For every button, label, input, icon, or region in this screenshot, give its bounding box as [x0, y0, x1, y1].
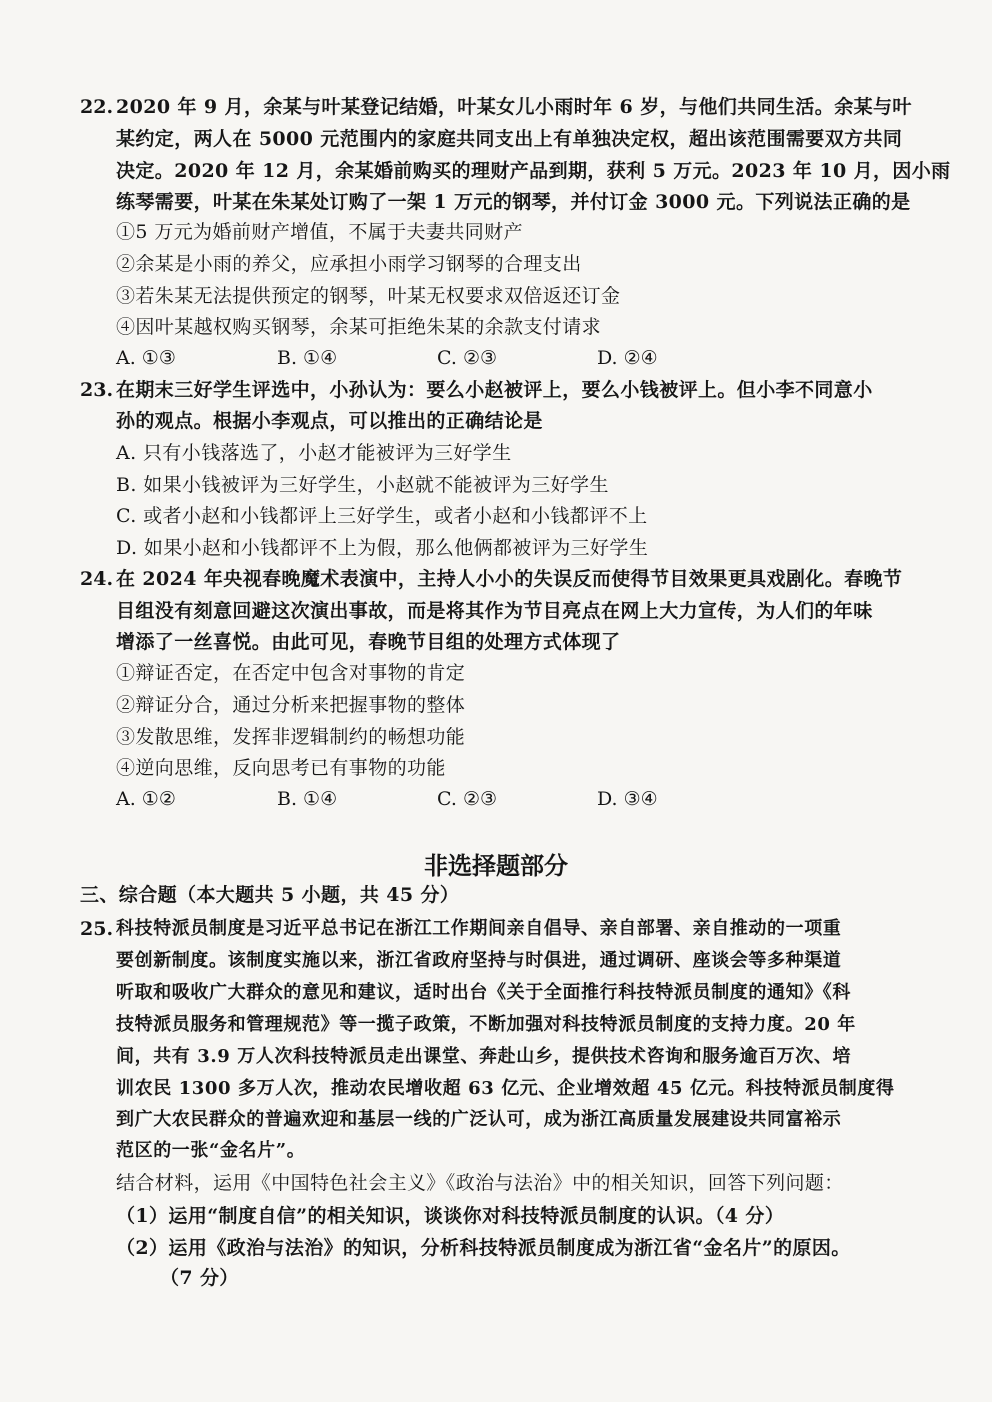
question-text: 在 2024 年央视春晚魔术表演中，主持人小小的失误反而使得节目效果更具戏剧化。春晚节	[116, 568, 903, 590]
question-text: 练琴需要，叶某在朱某处订购了一架 1 万元的钢琴，并付订金 3000 元。下列说法正确的是	[116, 191, 911, 213]
material-text: 科技特派员制度是习近平总书记在浙江工作期间亲自倡导、亲自部署、亲自推动的一项重	[116, 918, 842, 939]
material-text: 技特派员服务和管理规范》等一揽子政策，不断加强对科技特派员制度的支持力度。20 年	[116, 1014, 856, 1035]
question-text: 2020 年 9 月，余某与叶某登记结婚，叶某女儿小雨时年 6 岁，与他们共同生活。余某与叶	[116, 96, 912, 118]
option-c: C. 或者小赵和小钱都评上三好学生，或者小赵和小钱都评不上	[116, 505, 648, 527]
sub-question-2: （2）运用《政治与法治》的知识，分析科技特派员制度成为浙江省“金名片”的原因。	[116, 1237, 851, 1259]
option-a: A. ①③	[116, 347, 176, 369]
statement-item: ②辩证分合，通过分析来把握事物的整体	[116, 694, 466, 716]
question-text: 增添了一丝喜悦。由此可见，春晚节目组的处理方式体现了	[116, 631, 621, 653]
material-text: 范区的一张“金名片”。	[116, 1140, 306, 1161]
sub-question-2-score: （7 分）	[160, 1267, 239, 1289]
question-text: 决定。2020 年 12 月，余某婚前购买的理财产品到期，获利 5 万元。2023 年 10 月，因小雨	[116, 160, 951, 182]
material-text: 要创新制度。该制度实施以来，浙江省政府坚持与时俱进，通过调研、座谈会等多种渠道	[116, 950, 842, 971]
question-text: 孙的观点。根据小李观点，可以推出的正确结论是	[116, 410, 543, 432]
question-prompt: 结合材料，运用《中国特色社会主义》《政治与法治》中的相关知识，回答下列问题：	[116, 1172, 844, 1194]
material-text: 听取和吸收广大群众的意见和建议，适时出台《关于全面推行科技特派员制度的通知》《科	[116, 982, 851, 1003]
statement-item: ①辩证否定，在否定中包含对事物的肯定	[116, 662, 466, 684]
statement-item: ①5 万元为婚前财产增值，不属于夫妻共同财产	[116, 221, 523, 243]
question-number: 24.	[80, 568, 114, 590]
option-c: C. ②③	[437, 347, 498, 369]
statement-item: ④因叶某越权购买钢琴，余某可拒绝朱某的余款支付请求	[116, 316, 602, 338]
material-text: 到广大农民群众的普遍欢迎和基层一线的广泛认可，成为浙江高质量发展建设共同富裕示	[116, 1109, 842, 1130]
option-a: A. 只有小钱落选了，小赵才能被评为三好学生	[116, 442, 512, 464]
option-d: D. ②④	[597, 347, 658, 369]
statement-item: ③若朱某无法提供预定的钢琴，叶某无权要求双倍返还订金	[116, 285, 621, 307]
option-c: C. ②③	[437, 788, 498, 810]
option-b: B. ①④	[277, 788, 338, 810]
option-d: D. 如果小赵和小钱都评不上为假，那么他俩都被评为三好学生	[116, 537, 649, 559]
question-number: 23.	[80, 379, 114, 401]
material-text: 训农民 1300 多万人次，推动农民增收超 63 亿元、企业增效超 45 亿元。科技特派员制度得	[116, 1078, 895, 1099]
material-text: 间，共有 3.9 万人次科技特派员走出课堂、奔赴山乡，提供技术咨询和服务逾百万次、培	[116, 1046, 852, 1067]
question-text: 目组没有刻意回避这次演出事故，而是将其作为节目亮点在网上大力宣传，为人们的年味	[116, 600, 873, 622]
statement-item: ②余某是小雨的养父，应承担小雨学习钢琴的合理支出	[116, 253, 582, 275]
statement-item: ④逆向思维，反向思考已有事物的功能	[116, 757, 446, 779]
part-heading: 三、综合题（本大题共 5 小题，共 45 分）	[80, 884, 460, 906]
question-text: 在期末三好学生评选中，小孙认为：要么小赵被评上，要么小钱被评上。但小李不同意小	[116, 379, 873, 401]
option-b: B. 如果小钱被评为三好学生，小赵就不能被评为三好学生	[116, 474, 609, 496]
section-title: 非选择题部分	[424, 852, 568, 880]
option-a: A. ①②	[116, 788, 176, 810]
question-number: 25.	[80, 918, 114, 940]
sub-question-1: （1）运用“制度自信”的相关知识，谈谈你对科技特派员制度的认识。（4 分）	[116, 1205, 785, 1227]
option-d: D. ③④	[597, 788, 658, 810]
option-b: B. ①④	[277, 347, 338, 369]
question-number: 22.	[80, 96, 114, 118]
question-text: 某约定，两人在 5000 元范围内的家庭共同支出上有单独决定权，超出该范围需要双方共同	[116, 128, 903, 150]
statement-item: ③发散思维，发挥非逻辑制约的畅想功能	[116, 726, 466, 748]
